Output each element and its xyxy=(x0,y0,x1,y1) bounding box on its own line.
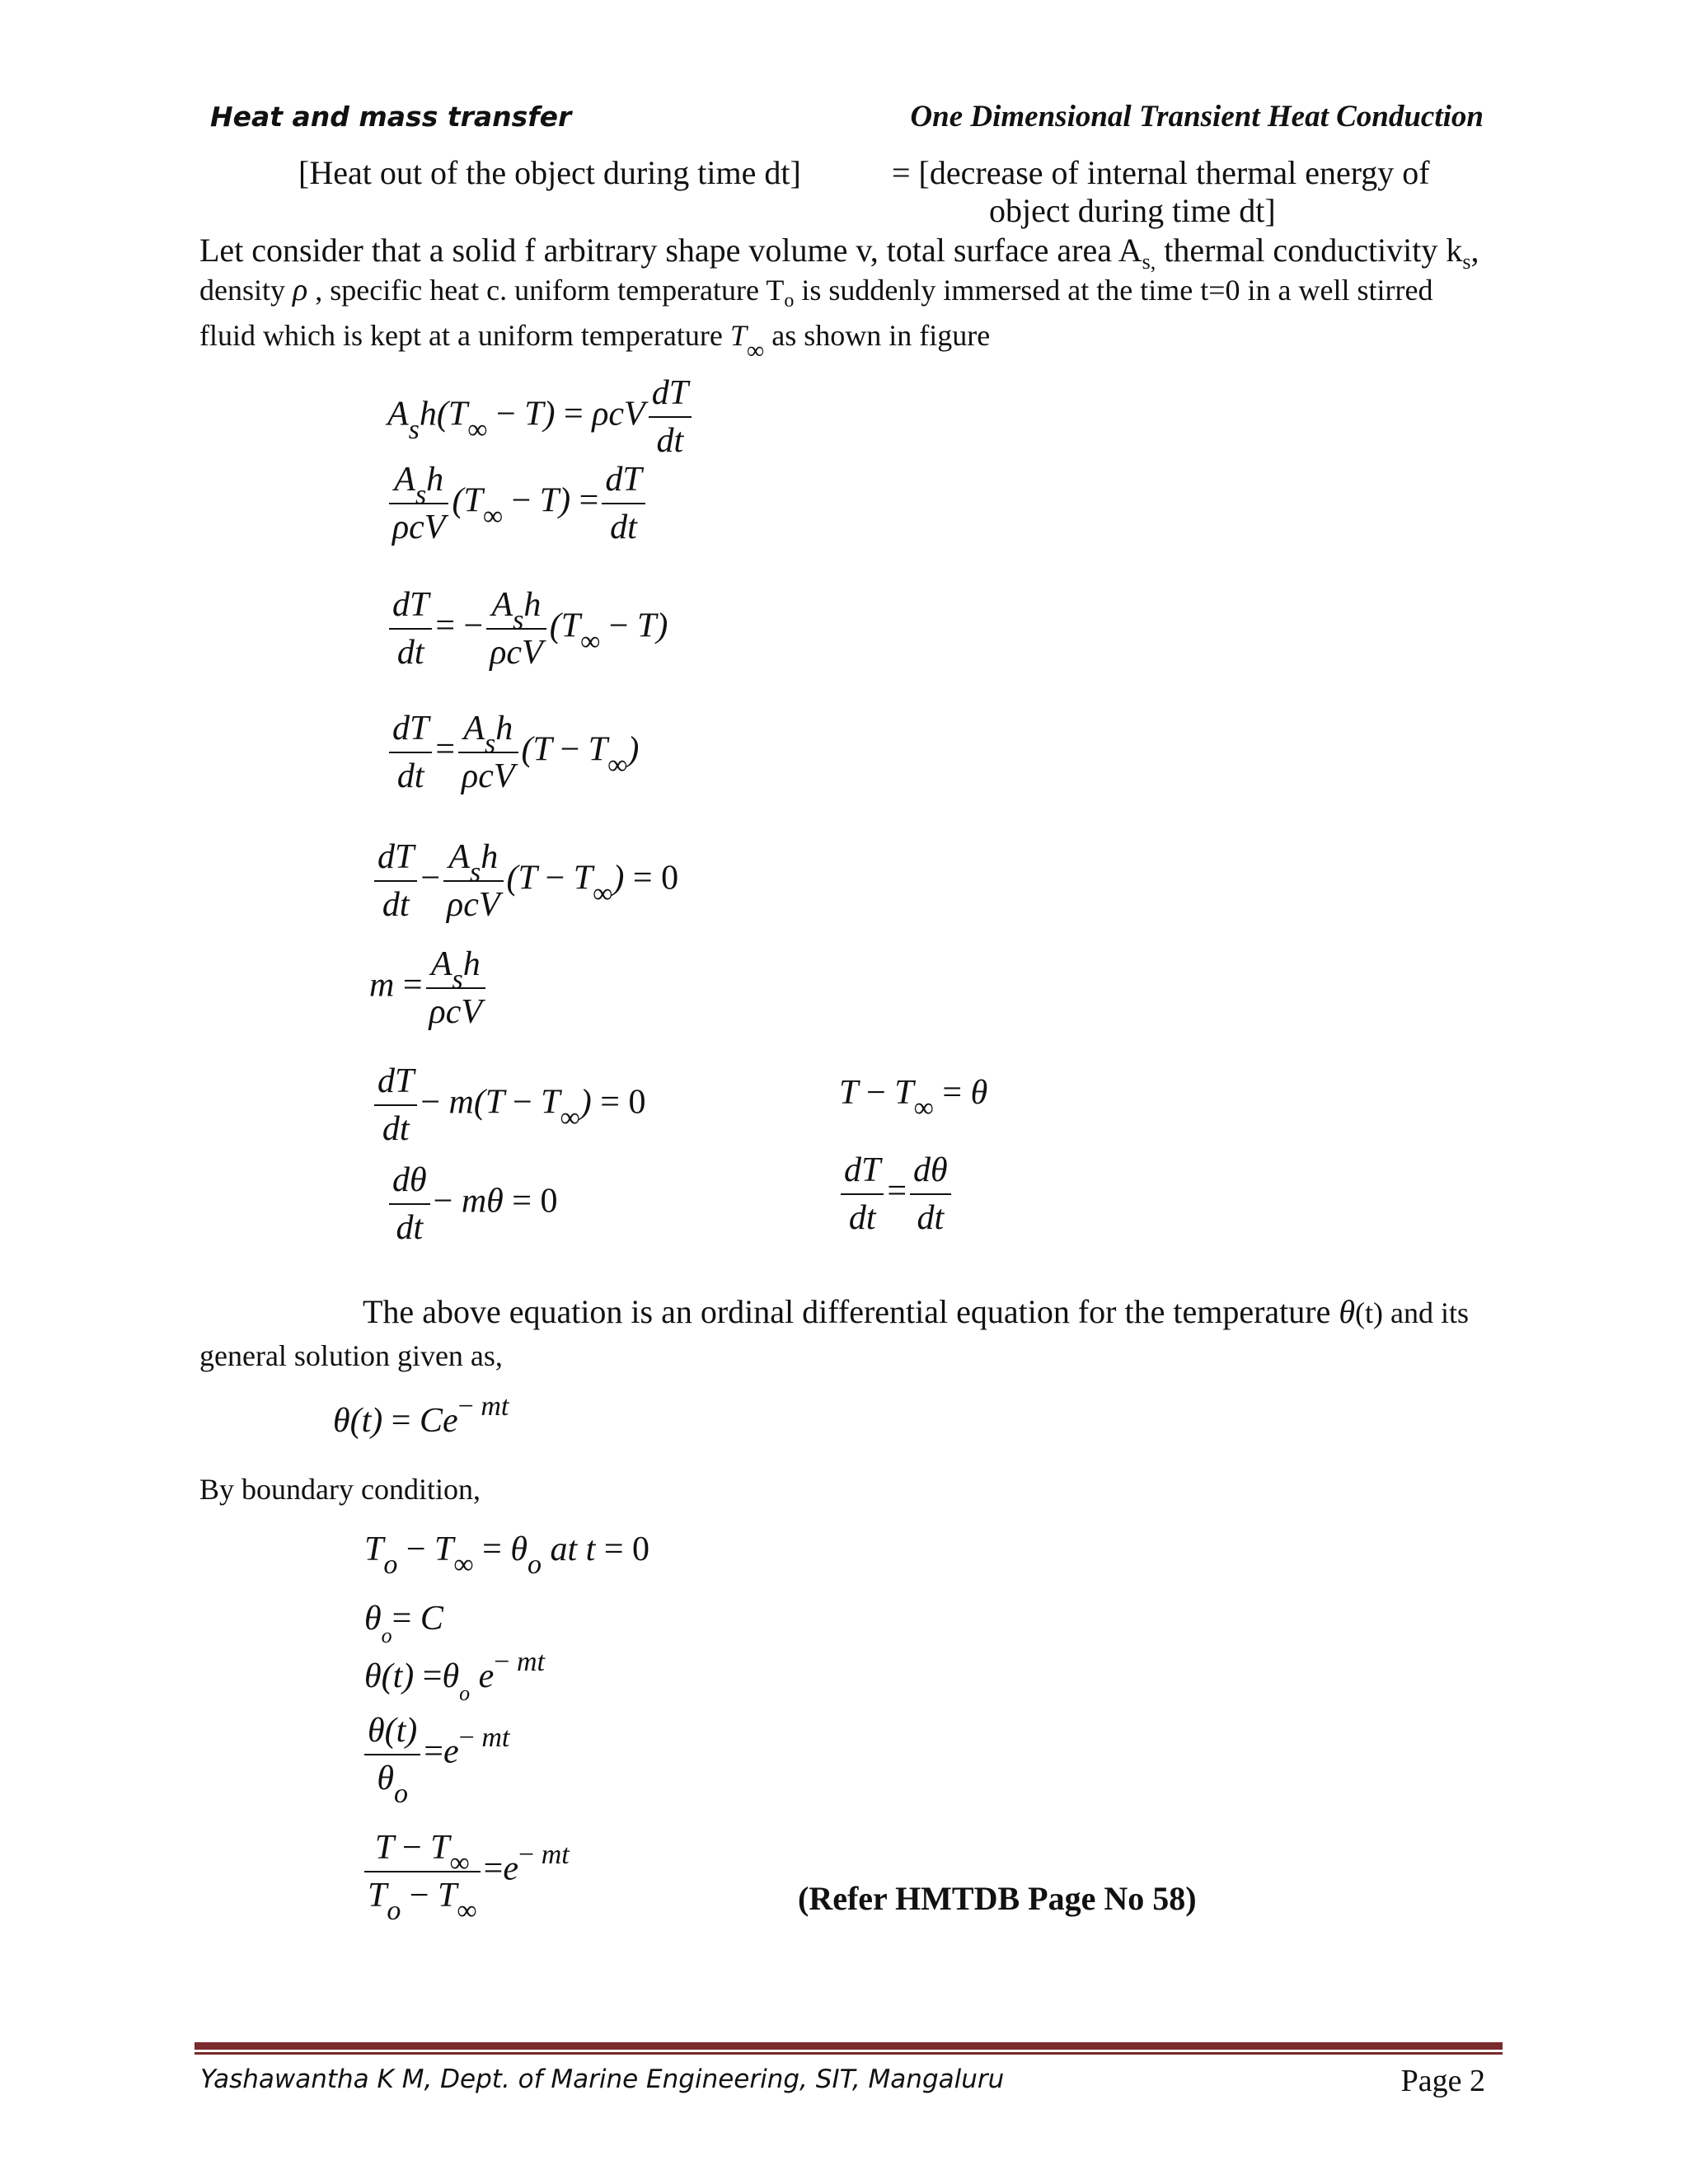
solution-text-line-2: general solution given as, xyxy=(199,1339,503,1372)
footer-author: Yashawantha K M, Dept. of Marine Engineering, SIT, Mangaluru xyxy=(200,2064,1005,2094)
page-number: Page 2 xyxy=(1400,2064,1485,2098)
equation-theta-o-equals-c: $\theta_o= C$ xyxy=(364,1600,443,1647)
equation-general-solution: $\theta(t) = Ce^{- mt}$ xyxy=(333,1391,509,1440)
footer-rule-thin xyxy=(195,2052,1503,2055)
balance-lhs: [Heat out of the object during time dt] xyxy=(298,154,801,191)
intro-line-3: fluid which is kept at a uniform temperature $T_\infty$ as shown in figure xyxy=(199,319,991,364)
equation-derivative-equivalence: $\frac{dT}{dt}$ = $\frac{d\theta}{dt}$ xyxy=(837,1152,954,1236)
equation-homogeneous: $\frac{dT}{dt}$ − $\frac{A_sh}{\text{ρcV}}$ $(T - T_\infty) = 0$ xyxy=(371,839,678,923)
header-chapter: One Dimensional Transient Heat Conduction xyxy=(910,100,1484,134)
equation-rearranged-1: $\frac{A_sh}{\text{ρcV}}$ $(T_\infty - T)$ = $\frac{dT}{dt}$ xyxy=(386,462,649,546)
equation-boundary-condition: $T_o - T_\infty = \theta_o$ at t = 0 xyxy=(364,1530,650,1580)
footer-rule xyxy=(195,2042,1503,2050)
equation-energy-balance: $A_sh(T_\infty - T) = \rho cV$ $\frac{dT}{dt}$ xyxy=(387,375,695,459)
equation-temperature-ratio: $\frac{T - T_\infty}{T_o - T_\infty}$ $=e^{- mt}$ xyxy=(361,1830,570,1914)
balance-rhs-line2: object during time dt] xyxy=(989,192,1276,229)
equation-theta-substitution: $T - T_\infty = \theta$ xyxy=(839,1074,988,1123)
intro-line-2: density ρ , specific heat c. uniform temperature $T_o$ is suddenly immersed at the time t=0 in a well stirred xyxy=(199,273,1433,312)
equation-theta-ratio: $\frac{\theta(t)}{\theta_o}$ $=e^{- mt}$ xyxy=(361,1713,509,1797)
boundary-condition-label: By boundary condition, xyxy=(199,1473,481,1506)
header-subject: Heat and mass transfer xyxy=(210,101,572,133)
reference-note: (Refer HMTDB Page No 58) xyxy=(798,1880,1197,1917)
solution-text-line-1: The above equation is an ordinal differential equation for the temperature θ(t) and its xyxy=(363,1293,1469,1330)
equation-with-m: $\frac{dT}{dt}$ − $m(T - T_\infty) = 0$ xyxy=(371,1063,645,1147)
equation-theta-t: $\theta(t) =\theta_o$ $e^{- mt}$ xyxy=(364,1647,545,1705)
equation-rearranged-3: $\frac{dT}{dt}$ = $\frac{A_sh}{\text{ρcV}}$ $(T - T_\infty)$ xyxy=(386,710,639,794)
equation-rearranged-2: $\frac{dT}{dt}$ = − $\frac{A_sh}{\text{ρcV}}$ $(T_\infty - T)$ xyxy=(386,587,668,671)
balance-rhs-line1: = [decrease of internal thermal energy of xyxy=(892,154,1430,191)
intro-line-1: Let consider that a solid f arbitrary shape volume v, total surface area $A_{s,}$ thermal conductivity $k_s$, xyxy=(199,232,1479,274)
equation-theta-ode: $\frac{d\theta}{dt}$ − mθ = 0 xyxy=(386,1162,557,1246)
equation-m-definition: m = $\frac{A_sh}{\text{ρcV}}$ xyxy=(369,946,489,1030)
